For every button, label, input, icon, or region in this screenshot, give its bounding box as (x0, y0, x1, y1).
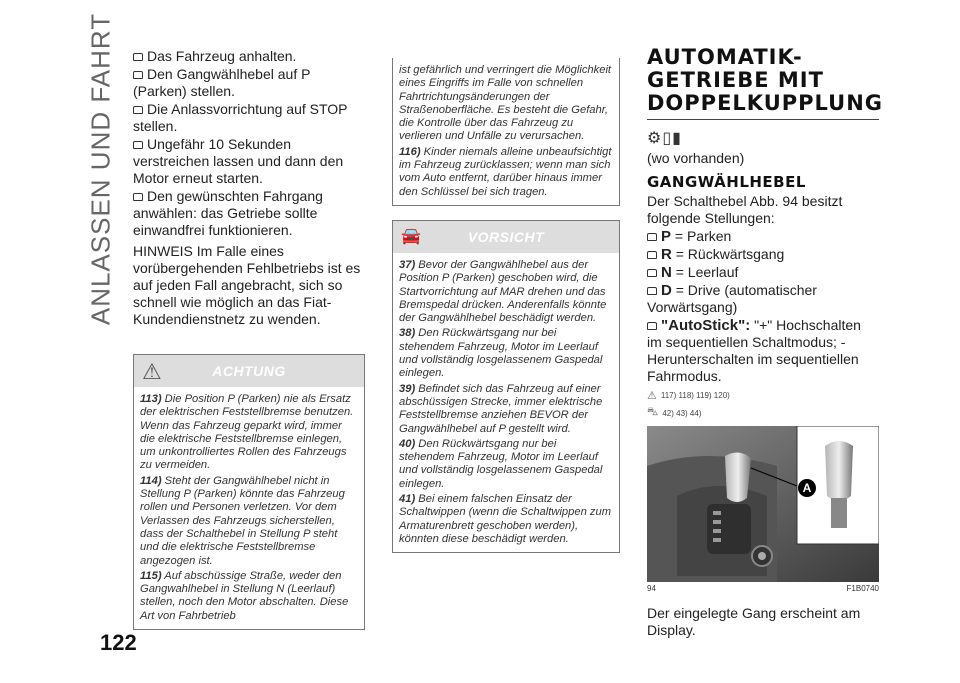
note-text: Bevor der Gangwählhebel aus der Position P (Parken) geschoben wird, die Startvorrichtung auf MAR drehen und das Bremspedal drücken. Anderenfalls könnte der Gangwählhebel beschädigt werden. (399, 258, 607, 325)
note-item (140, 570, 358, 623)
gear-key: R (661, 246, 672, 263)
note-item (399, 438, 613, 491)
step-item (133, 66, 365, 100)
note-number: 38) (399, 327, 416, 340)
note-text: Bei einem falschen Einsatz der Schaltwippen (wenn die Schaltwippen zum Armaturenbrett geschoben werden), könnten diese beschädigt werden. (399, 493, 612, 545)
gear-desc: "+" Hochschalten im sequentiellen Schaltmodus; - Herunterschalten im sequentiellen Fahrmodus. (647, 317, 861, 384)
achtung-continued-box (392, 58, 620, 206)
note-item (399, 259, 613, 325)
step-item (133, 101, 365, 135)
gear-key: P (661, 228, 672, 245)
note-item (399, 146, 613, 199)
car-icon (647, 233, 657, 241)
availability-note: (wo vorhanden) (647, 150, 745, 166)
note-text: Den Rückwärtsgang nur bei stehendem Fahrzeug, Motor im Leerlauf und vollständig losgelassenem Gaspedal einlegen. (399, 327, 603, 380)
note-number: 37) (399, 258, 416, 271)
car-icon (133, 106, 143, 114)
outro-text: Der eingelegte Gang erscheint am Display. (647, 605, 861, 638)
step-list (133, 48, 365, 239)
figure-code: F1B0740 (846, 584, 879, 593)
reference-row (647, 389, 879, 402)
step-item (133, 188, 365, 239)
vorsicht-notes (393, 253, 619, 552)
heading-line: GETRIEBE MIT (647, 68, 824, 92)
reference-numbers: 42) 43) 44) (662, 408, 702, 418)
gear-list (647, 228, 879, 385)
step-text: Die Anlassvorrichtung auf STOP stellen. (133, 101, 348, 134)
vorsicht-box (392, 220, 620, 553)
note-number: 40) (399, 437, 416, 450)
callout-label-a: A (802, 481, 812, 495)
gear-item (647, 264, 879, 281)
note-number: 114) (140, 474, 162, 487)
note-number: 115) (140, 569, 162, 582)
gear-desc: = Parken (671, 228, 732, 244)
figure-caption (647, 584, 879, 593)
page-number: 122 (100, 630, 137, 655)
note-text: Steht der Gangwählhebel nicht in Stellung P (Parken) könnte das Fahrzeug rollen und Personen verletzen. Vor dem Verlassen des Fahrzeugs sicherstellen, dass der Schalthebel in Stellung P steht und die elektrische Feststellbremse angezogen ist. (140, 474, 345, 567)
step-item (133, 48, 365, 65)
warning-triangle-icon: ⚠ (647, 390, 657, 402)
achtung-label: ACHTUNG (212, 363, 286, 379)
step-text: Den gewünschten Fahrgang anwählen: das Getriebe sollte einwandfrei funktionieren. (133, 188, 323, 238)
gear-key: N (661, 264, 672, 281)
gear-desc: = Leerlauf (671, 264, 739, 280)
car-icon (647, 322, 657, 330)
section-heading (647, 45, 884, 120)
note-item (399, 383, 613, 436)
achtung-notes (134, 387, 364, 629)
figure-number: 94 (647, 584, 656, 593)
note-text: Den Rückwärtsgang nur bei stehendem Fahrzeug, Motor im Leerlauf und vollständig losgelassenem Gaspedal einlegen. (399, 437, 603, 490)
continued-notes (393, 58, 619, 205)
car-damage-icon: 🚘 (401, 227, 421, 245)
section-title-vertical (85, 12, 116, 326)
continued-text: ist gefährlich und verringert die Möglichkeit eines Eingriffs im Falle von schnellen Fahrtrichtungsänderungen der Straßenoberfläche. Es besteht die Gefahr, die Kontrolle über das Fahrzeug zu verlieren und Unfälle zu verursachen. (399, 64, 612, 143)
note-item (399, 327, 613, 380)
achtung-header (134, 355, 364, 387)
note-text: Befindet sich das Fahrzeug auf einer abschüssigen Strecke, immer elektrische Feststellbremse anziehen BEVOR der Gangwählhebel auf P gestellt wird. (399, 382, 603, 435)
step-item (133, 136, 365, 187)
car-icon (133, 71, 143, 79)
note-item (140, 393, 358, 473)
note-number: 41) (399, 493, 416, 506)
hinweis-note: HINWEIS Im Falle eines vorübergehenden Fehlbetriebs ist es auf jeden Fall angebracht, sich so schnell wie möglich an das Fiat-Kundendienstnetz zu wenden. (133, 243, 361, 327)
step-text: Das Fahrzeug anhalten. (147, 48, 297, 64)
gear-desc: = Drive (automatischer Vorwärtsgang) (647, 282, 817, 315)
column-1 (133, 48, 365, 630)
car-icon (647, 251, 657, 259)
car-icon (133, 141, 143, 149)
gear-item (647, 317, 879, 385)
note-number: 116) (399, 145, 421, 158)
gear-desc: = Rückwärtsgang (671, 246, 785, 262)
gear-lever-figure (647, 426, 879, 582)
note-number: 39) (399, 382, 416, 395)
heading-line: DOPPELKUPPLUNG (647, 91, 884, 115)
warning-triangle-icon: ⚠ (142, 359, 162, 384)
car-icon (133, 193, 143, 201)
gear-item (647, 228, 879, 245)
vorsicht-header (393, 221, 619, 253)
subheading: GANGWÄHLHEBEL (647, 173, 806, 191)
intro-text: Der Schalthebel Abb. 94 besitzt folgende Stellungen: (647, 193, 843, 226)
gear-item (647, 246, 879, 263)
vorsicht-label: VORSICHT (467, 228, 545, 245)
step-text: Ungefähr 10 Sekunden verstreichen lassen und dann den Motor erneut starten. (133, 136, 344, 186)
column-2 (392, 58, 620, 553)
car-damage-icon: ⛍ (647, 406, 659, 418)
reference-row (647, 406, 879, 420)
gear-item (647, 282, 879, 316)
note-text: Auf abschüssige Straße, weder den Gangwahlhebel in Stellung N (Leerlauf) stellen, noch den Motor abschalten. Diese Art von Fahrbetrieb (140, 569, 349, 622)
note-text: Die Position P (Parken) nie als Ersatz der elektrischen Feststellbremse benutzen. Wenn das Fahrzeug geparkt wird, immer die elektrische Feststellbremse einlegen, um unkontrolliertes Rollen des Fahrzeugs zu vermeiden. (140, 393, 354, 472)
heading-line: AUTOMATIK- (647, 45, 803, 69)
reference-numbers: 117) 118) 119) 120) (660, 391, 730, 400)
achtung-box (133, 354, 365, 630)
note-item (140, 475, 358, 568)
gear-key: D (661, 282, 672, 299)
car-icon (647, 287, 657, 295)
note-number: 113) (140, 393, 162, 405)
car-icon (647, 269, 657, 277)
gear-lever-illustration (647, 426, 879, 582)
note-item (399, 493, 613, 546)
note-text: Kinder niemals alleine unbeaufsichtigt im Fahrzeug zurücklassen; wenn man sich vom Auto entfernt, darüber hinaus immer den Schlüssel bei sich tragen. (399, 145, 612, 198)
column-3 (647, 45, 884, 639)
car-icon (133, 53, 143, 61)
section-title-text: ANLASSEN UND FAHRT (85, 12, 116, 326)
step-text: Den Gangwählhebel auf P (Parken) stellen. (133, 66, 311, 99)
transmission-icon: ⚙︎▯▮ (647, 130, 682, 147)
gear-key: "AutoStick": (661, 317, 751, 334)
